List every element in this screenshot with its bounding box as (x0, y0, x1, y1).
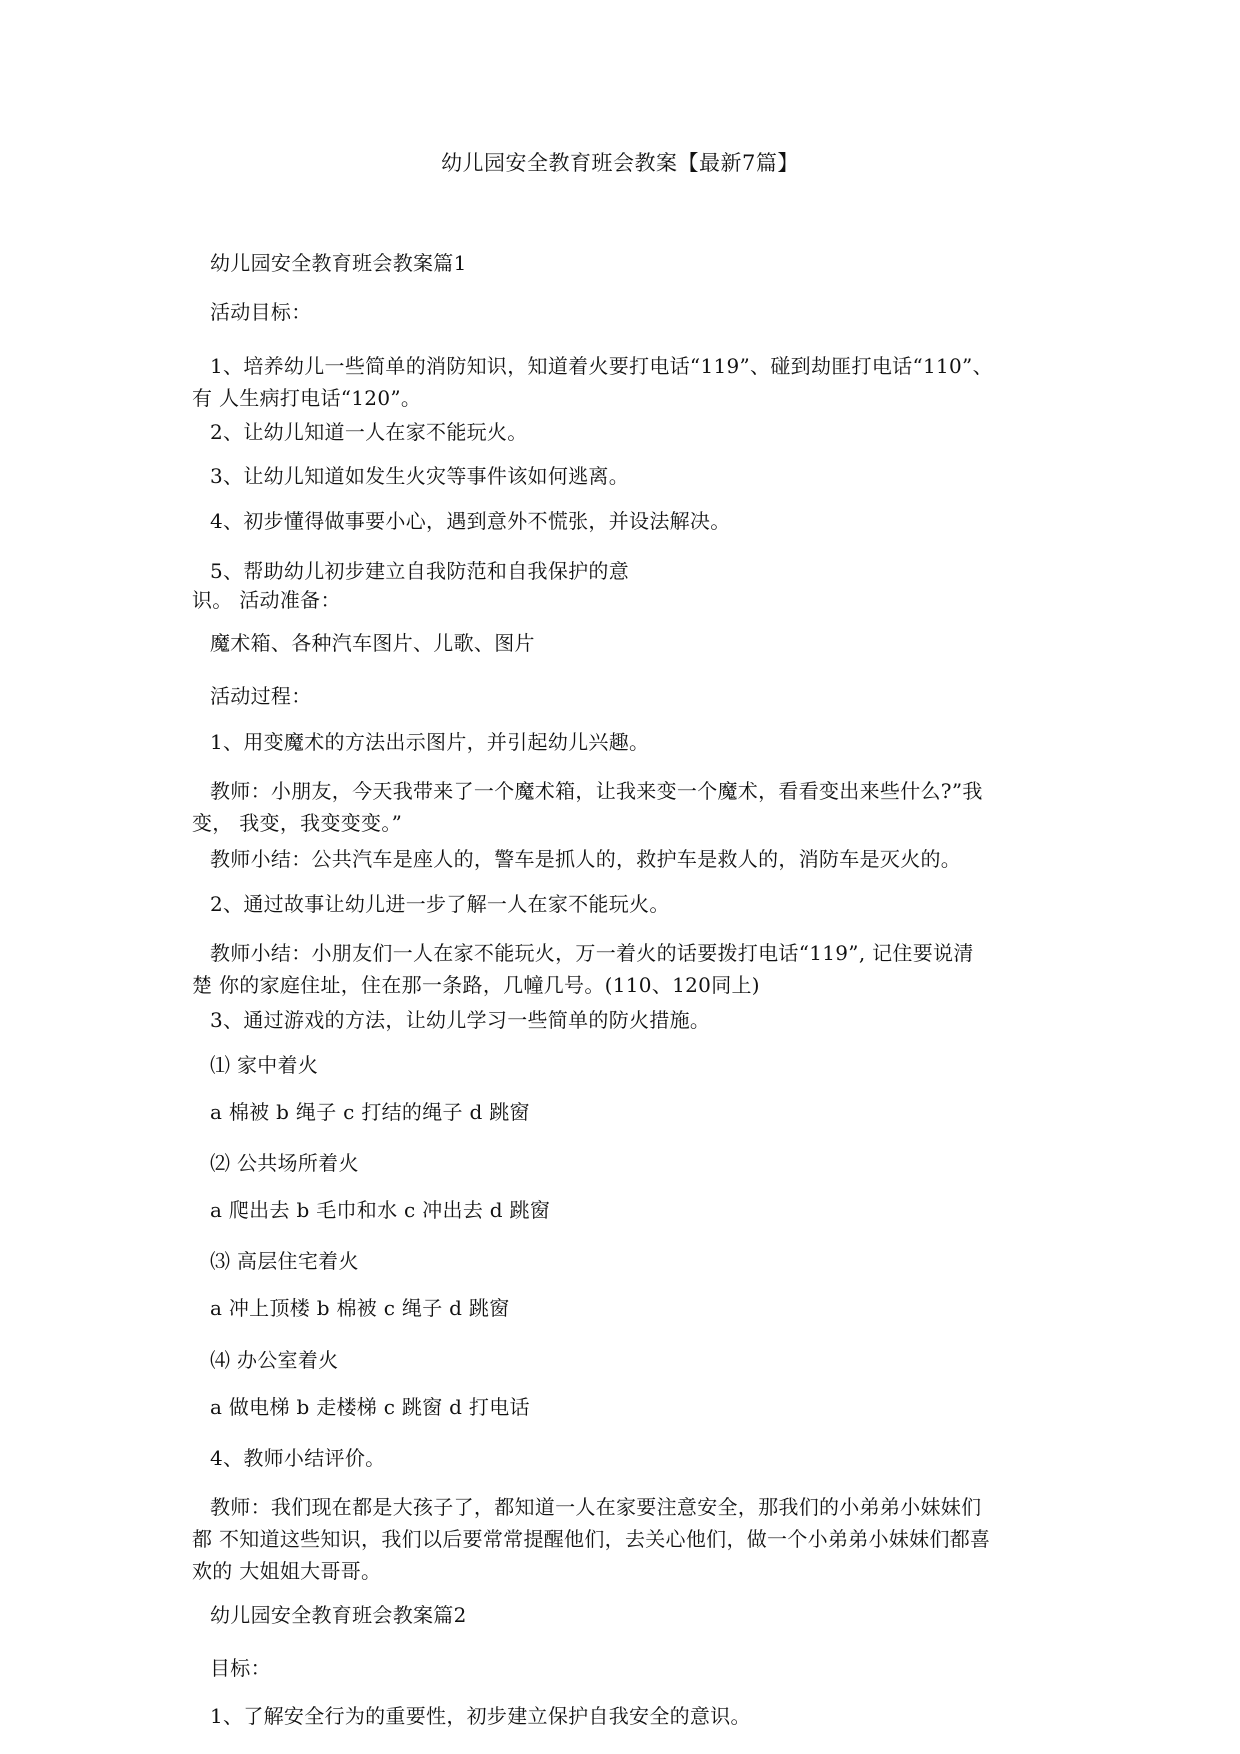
goal-3: 3、让幼儿知道如发生火灾等事件该如何逃离。 (210, 464, 630, 488)
teacher-summary-1: 教师小结：公共汽车是座人的，警车是抓人的，救护车是救人的，消防车是灭火的。 (210, 847, 962, 871)
teacher-speech-1 (192, 775, 1050, 839)
goal-5-line-1: 5、帮助幼儿初步建立自我防范和自我保护的意 (210, 559, 630, 583)
question-1-options: a 棉被 b 绳子 c 打结的绳子 d 跳窗 (210, 1100, 530, 1124)
teacher-speech-2-line-1: 教师：我们现在都是大孩子了，都知道一人在家要注意安全，那我们的小弟弟小妹妹们 (210, 1495, 982, 1519)
goal-1-line-1: 1、培养幼儿一些简单的消防知识，知道着火要打电话“119”、碰到劫匪打电话“110”、 (210, 354, 993, 378)
step-2: 2、通过故事让幼儿进一步了解一人在家不能玩火。 (210, 892, 670, 916)
preparation-items: 魔术箱、各种汽车图片、儿歌、图片 (210, 631, 535, 655)
teacher-summary-2-line-2: 楚 你的家庭住址，住在那一条路，几幢几号。(110、120同上) (192, 973, 760, 997)
teacher-summary-2-line-1: 教师小结：小朋友们一人在家不能玩火，万一着火的话要拨打电话“119”, 记住要说清 (210, 941, 974, 965)
question-3: ⑶ 高层住宅着火 (210, 1249, 359, 1273)
step-3: 3、通过游戏的方法，让幼儿学习一些简单的防火措施。 (210, 1008, 711, 1032)
teacher-speech-2 (192, 1491, 1050, 1587)
question-4: ⑷ 办公室着火 (210, 1348, 339, 1372)
section1-heading: 幼儿园安全教育班会教案篇1 (210, 251, 467, 275)
teacher-speech-1-line-2: 变， 我变，我变变变。” (192, 811, 403, 835)
question-3-options: a 冲上顶楼 b 棉被 c 绳子 d 跳窗 (210, 1296, 510, 1320)
goal-5-line-2: 识。 活动准备： (192, 588, 341, 612)
question-4-options: a 做电梯 b 走楼梯 c 跳窗 d 打电话 (210, 1395, 530, 1419)
goal-1-line-2: 有 人生病打电话“120”。 (192, 386, 422, 410)
goal-2: 2、让幼儿知道一人在家不能玩火。 (210, 420, 528, 444)
section2-heading: 幼儿园安全教育班会教案篇2 (210, 1603, 467, 1627)
teacher-summary-2 (192, 937, 1050, 1001)
step-4: 4、教师小结评价。 (210, 1446, 386, 1470)
goal-5-paragraph (192, 555, 1050, 613)
teacher-speech-1-line-1: 教师：小朋友，今天我带来了一个魔术箱，让我来变一个魔术，看看变出来些什么?”我 (210, 779, 983, 803)
goals-label: 活动目标： (210, 300, 312, 324)
question-2: ⑵ 公共场所着火 (210, 1151, 359, 1175)
question-1: ⑴ 家中着火 (210, 1053, 319, 1077)
process-label: 活动过程： (210, 684, 312, 708)
section2-goal-1: 1、了解安全行为的重要性，初步建立保护自我安全的意识。 (210, 1704, 751, 1728)
question-2-options: a 爬出去 b 毛巾和水 c 冲出去 d 跳窗 (210, 1198, 551, 1222)
goal-4: 4、初步懂得做事要小心，遇到意外不慌张，并设法解决。 (210, 509, 731, 533)
goal-1-paragraph (192, 350, 1050, 414)
section2-goals-label: 目标： (210, 1656, 271, 1680)
document-title: 幼儿园安全教育班会教案【最新7篇】 (441, 151, 799, 175)
teacher-speech-2-line-2: 都 不知道这些知识，我们以后要常常提醒他们，去关心他们，做一个小弟弟小妹妹们都喜 (192, 1527, 991, 1551)
teacher-speech-2-line-3: 欢的 大姐姐大哥哥。 (192, 1559, 382, 1583)
step-1: 1、用变魔术的方法出示图片，并引起幼儿兴趣。 (210, 730, 650, 754)
